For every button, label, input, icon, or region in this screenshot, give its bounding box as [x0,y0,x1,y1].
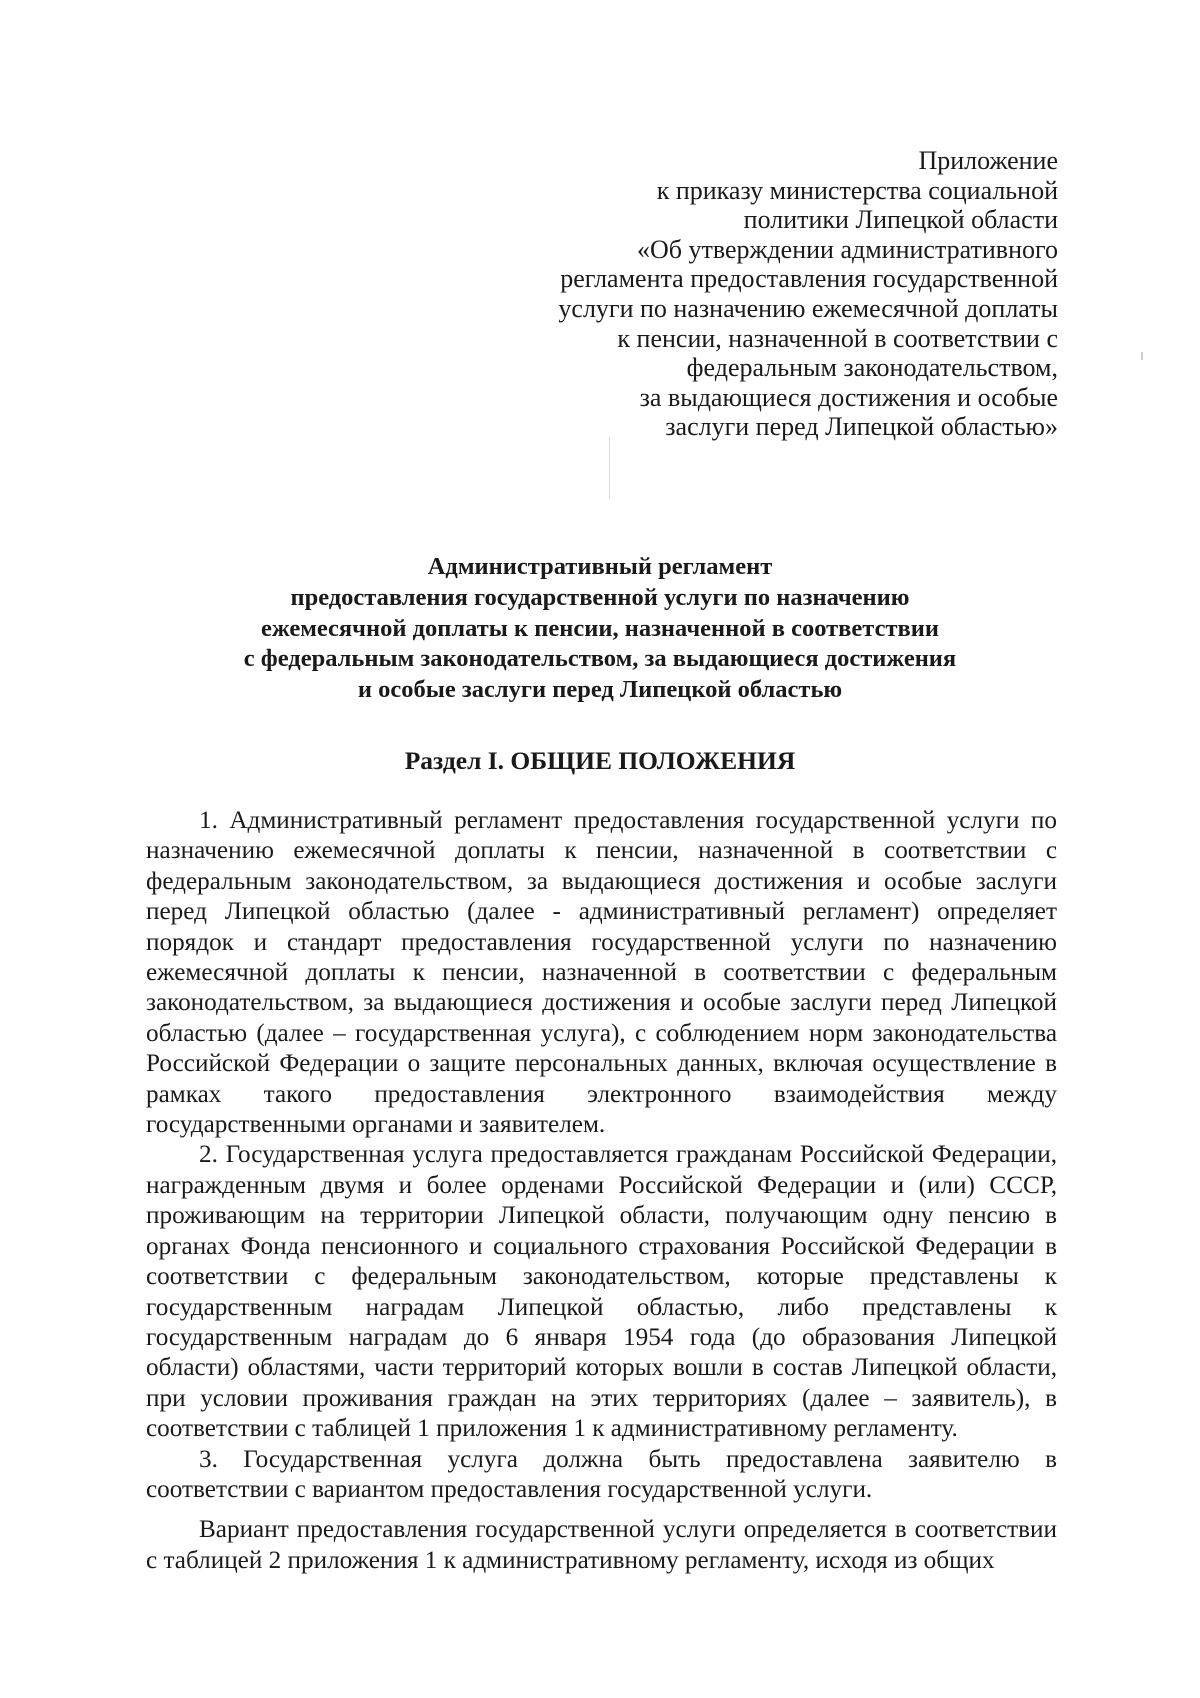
appendix-line: Приложение [918,146,1058,175]
title-line: предоставления государственной услуги по назначению [290,583,910,611]
document-title [150,552,1050,706]
appendix-line: к приказу министерства социальной [656,175,1058,205]
appendix-reference [418,146,1058,442]
appendix-line: за выдающиеся достижения и особые [639,382,1058,412]
appendix-line: заслуги перед Липецкой областью» [665,412,1058,442]
title-line: Административный регламент [427,553,773,580]
title-line: и особые заслуги перед Липецкой областью [357,676,843,704]
title-line: с федеральным законодательством, за выдающиеся достижения [243,645,957,673]
paragraph-3: 3. Государственная услуга должна быть предоставлена заявителю в соответствии с вариантом предоставления государственной услуги. [146,1445,1057,1503]
paragraph-2: 2. Государственная услуга предоставляется гражданам Российской Федерации, награжденным двумя и более орденами Российской Федерации и (или) СССР, проживающим на территории Липецкой области, получающим одну пенсию в органах Фонда пенсионного и социального страхования Российской Федерации в соответствии с федеральным законодательством, которые представлены к государственным наградам Липецкой областью, либо представлены к государственным наградам до 6 января 1954 года (до образования Липецкой области) областями, части территорий которых вошли в состав Липецкой области, при условии проживания граждан на этих территориях (далее – заявитель), в соответствии с таблицей 1 приложения 1 к административному регламенту. [146,1141,1057,1443]
appendix-line: федеральным законодательством, [686,353,1058,383]
paragraph-4: Вариант предоставления государственной услуги определяется в соответствии с таблицей 2 приложения 1 к административному регламенту, исходя из общих [146,1516,1057,1574]
paragraph-1: 1. Административный регламент предоставления государственной услуги по назначению ежемесячной доплаты к пенсии, назначенной в соответствии с федеральным законодательством, за выдающиеся достижения и особые заслуги перед Липецкой областью (далее - административный регламент) определяет порядок и стандарт предоставления государственной услуги по назначению ежемесячной доплаты к пенсии, назначенной в соответствии с федеральным законодательством, за выдающиеся достижения и особые заслуги перед Липецкой областью (далее – государственная услуга), с соблюдением норм законодательства Российской Федерации о защите персональных данных, включая осуществление в рамках такого предоставления электронного взаимодействия между государственными органами и заявителем. [146,807,1057,1139]
section-heading: Раздел I. ОБЩИЕ ПОЛОЖЕНИЯ [404,746,796,775]
scan-artifact-line [609,437,610,499]
title-line: ежемесячной доплаты к пенсии, назначенной в соответствии [261,614,939,642]
appendix-line: регламента предоставления государственной [560,264,1058,294]
scan-artifact-tick [1141,352,1143,360]
appendix-line: услуги по назначению ежемесячной доплаты [558,293,1058,323]
appendix-line: «Об утверждении административного [636,234,1058,264]
appendix-line: политики Липецкой области [743,205,1058,235]
document-body [146,806,1057,1576]
appendix-line: к пенсии, назначенной в соответствии с [617,323,1058,353]
